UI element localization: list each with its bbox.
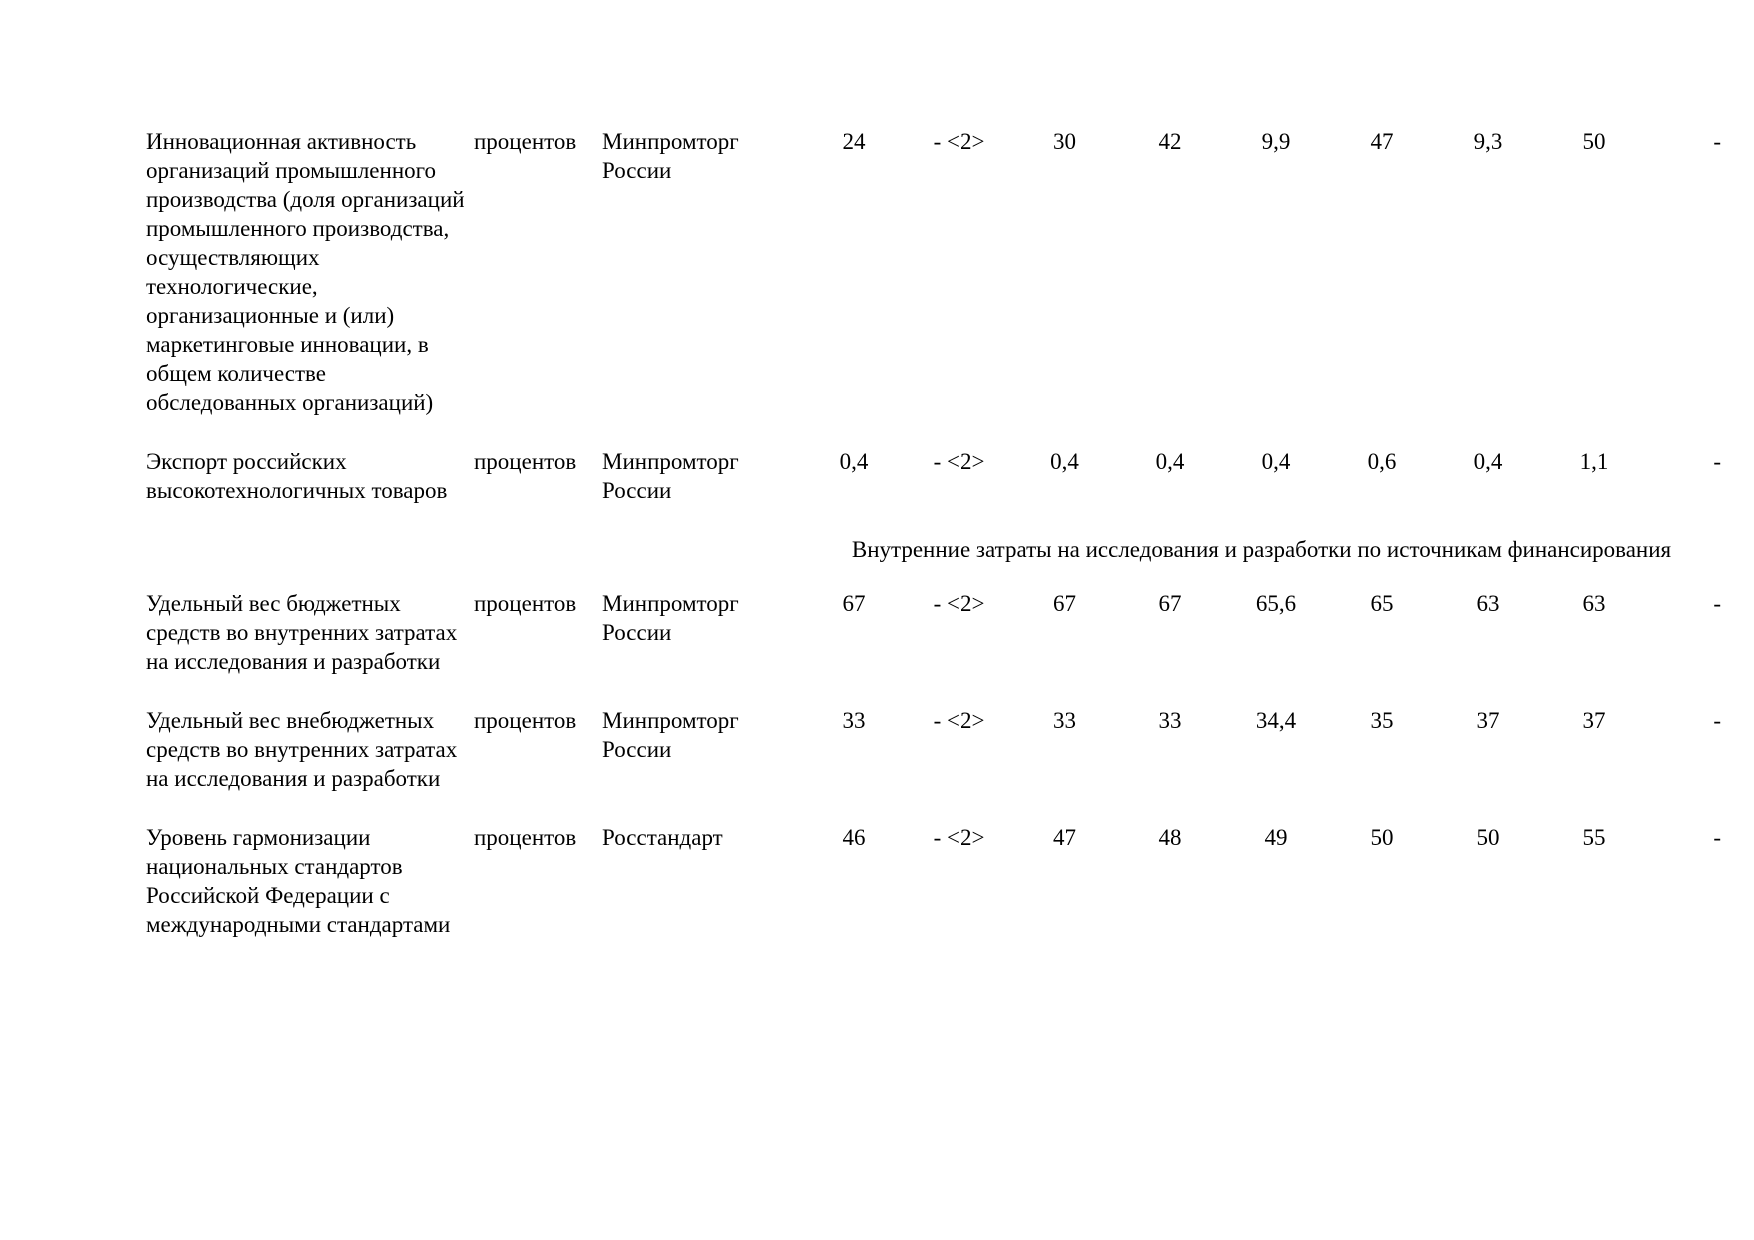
indicator-name: Уровень гармонизации национальных стандартов Российской Федерации с международными стандартами [146, 825, 451, 937]
responsible-cell: Минпромторг России [602, 449, 739, 503]
value-cell: 0,4 [1050, 449, 1079, 474]
value-cell: 9,9 [1261, 129, 1291, 154]
value-cell: 34,4 [1255, 708, 1297, 733]
value-cell: - [1713, 449, 1721, 474]
table-row [146, 823, 1721, 969]
indicator-name: Экспорт российских высокотехнологичных товаров [146, 449, 448, 503]
value-cell: 0,4 [1261, 449, 1291, 474]
value-cell: - [1713, 591, 1721, 616]
unit-cell: процентов [474, 708, 577, 733]
responsible-cell: Минпромторг России [602, 591, 739, 645]
value-cell: 42 [1158, 129, 1182, 154]
indicator-rows-top [146, 127, 1721, 535]
value-cell: 63 [1476, 591, 1500, 616]
table-row [146, 127, 1721, 447]
table-row [146, 706, 1721, 823]
responsible-cell: Минпромторг России [602, 129, 739, 183]
value-cell: 67 [1158, 591, 1182, 616]
value-cell: 0,4 [1473, 449, 1503, 474]
value-cell: 47 [1370, 129, 1394, 154]
unit-cell: процентов [474, 591, 577, 616]
value-cell: - [1713, 825, 1721, 850]
value-cell: 49 [1264, 825, 1288, 850]
value-cell: 33 [842, 708, 866, 733]
value-cell: - <2> [933, 129, 985, 154]
value-cell: 0,4 [839, 449, 869, 474]
value-cell: 65 [1370, 591, 1394, 616]
value-cell: 0,4 [1155, 449, 1185, 474]
value-cell: 24 [842, 129, 866, 154]
value-cell: 33 [1053, 708, 1076, 733]
value-cell: - <2> [933, 591, 985, 616]
value-cell: 50 [1476, 825, 1500, 850]
table-row [146, 447, 1721, 535]
section-heading: Внутренние затраты на исследования и разработки по источникам финансирования [851, 537, 1672, 562]
value-cell: 48 [1158, 825, 1182, 850]
value-cell: 63 [1582, 591, 1606, 616]
value-cell: 46 [842, 825, 866, 850]
indicator-name: Удельный вес бюджетных средств во внутренних затратах на исследования и разработки [146, 591, 458, 674]
value-cell: 9,3 [1473, 129, 1503, 154]
indicator-rows-bottom [146, 589, 1721, 969]
responsible-cell: Росстандарт [602, 825, 723, 850]
section-heading-group [146, 535, 1721, 589]
value-cell: 65,6 [1255, 591, 1297, 616]
unit-cell: процентов [474, 449, 577, 474]
value-cell: 47 [1053, 825, 1076, 850]
unit-cell: процентов [474, 129, 577, 154]
value-cell: 0,6 [1367, 449, 1397, 474]
indicator-name: Удельный вес внебюджетных средств во внутренних затратах на исследования и разработки [146, 708, 458, 791]
unit-cell: процентов [474, 825, 577, 850]
value-cell: 1,1 [1579, 449, 1609, 474]
value-cell: 30 [1053, 129, 1076, 154]
value-cell: 67 [1053, 591, 1076, 616]
value-cell: - [1713, 129, 1721, 154]
indicator-name: Инновационная активность организаций промышленного производства (доля организаций промышленного производства, осуществляющих технологические, организационные и (или) маркетинговые инновации, в общем количестве обследованных организаций) [146, 129, 465, 415]
value-cell: 50 [1582, 129, 1606, 154]
value-cell: 37 [1476, 708, 1500, 733]
value-cell: - <2> [933, 825, 985, 850]
responsible-cell: Минпромторг России [602, 708, 739, 762]
value-cell: 55 [1582, 825, 1606, 850]
table-row [146, 589, 1721, 706]
value-cell: - <2> [933, 449, 985, 474]
indicators-table [146, 127, 1721, 969]
value-cell: - [1713, 708, 1721, 733]
value-cell: 37 [1582, 708, 1606, 733]
value-cell: 33 [1158, 708, 1182, 733]
value-cell: - <2> [933, 708, 985, 733]
value-cell: 67 [842, 591, 866, 616]
value-cell: 50 [1370, 825, 1394, 850]
section-heading-row [146, 535, 1721, 589]
value-cell: 35 [1370, 708, 1394, 733]
